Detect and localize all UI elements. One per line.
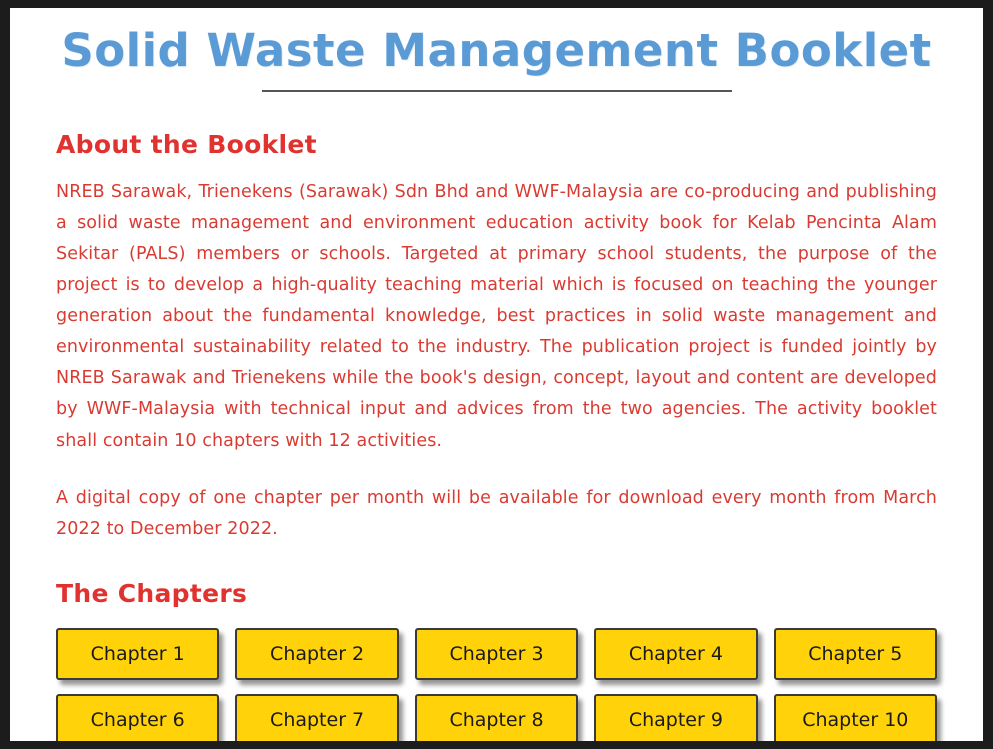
chapter-button-label: Chapter 3: [449, 643, 544, 666]
chapter-button-label: Chapter 8: [449, 709, 544, 732]
chapter-button-10[interactable]: [774, 694, 937, 741]
about-section-heading: About the Booklet: [56, 129, 317, 159]
chapter-button-4[interactable]: [594, 628, 757, 680]
chapter-button-label: Chapter 9: [628, 709, 723, 732]
about-paragraph-1: NREB Sarawak, Trienekens (Sarawak) Sdn Bhd and WWF-Malaysia are co-producing and publishing a solid waste management and environment education activity book for Kelab Pencinta Alam Sekitar (PALS) members or schools. Targeted at primary school students, the purpose of the project is to develop a high-quality teaching material which is focused on teaching the younger generation about the fundamental knowledge, best practices in solid waste management and environmental sustainability related to the industry. The publication project is funded jointly by NREB Sarawak and Trienekens while the book's design, concept, layout and content are developed by WWF-Malaysia with technical input and advices from the two agencies. The activity booklet shall contain 10 chapters with 12 activities.: [56, 181, 937, 451]
chapter-button-1[interactable]: [56, 628, 219, 680]
title-block: [10, 8, 983, 92]
document-content: [10, 130, 983, 742]
chapter-button-9[interactable]: [594, 694, 757, 741]
chapter-button-label: Chapter 6: [90, 709, 185, 732]
chapter-button-label: Chapter 1: [90, 643, 185, 666]
chapter-button-grid: [56, 628, 937, 741]
document-page: [10, 8, 983, 741]
chapter-button-3[interactable]: [415, 628, 578, 680]
title-divider: [262, 90, 732, 92]
page-title: Solid Waste Management Booklet: [61, 24, 932, 77]
chapter-button-5[interactable]: [774, 628, 937, 680]
chapter-button-label: Chapter 5: [808, 643, 903, 666]
chapter-button-6[interactable]: [56, 694, 219, 741]
chapter-button-label: Chapter 2: [270, 643, 365, 666]
chapters-section-heading: The Chapters: [56, 579, 248, 609]
chapter-button-8[interactable]: [415, 694, 578, 741]
about-paragraph-2: A digital copy of one chapter per month will be available for download every month from March 2022 to December 2022.: [56, 487, 937, 539]
chapter-button-label: Chapter 7: [270, 709, 365, 732]
chapter-button-2[interactable]: [235, 628, 398, 680]
chapter-button-7[interactable]: [235, 694, 398, 741]
chapter-button-label: Chapter 10: [802, 709, 909, 732]
chapter-button-label: Chapter 4: [628, 643, 723, 666]
